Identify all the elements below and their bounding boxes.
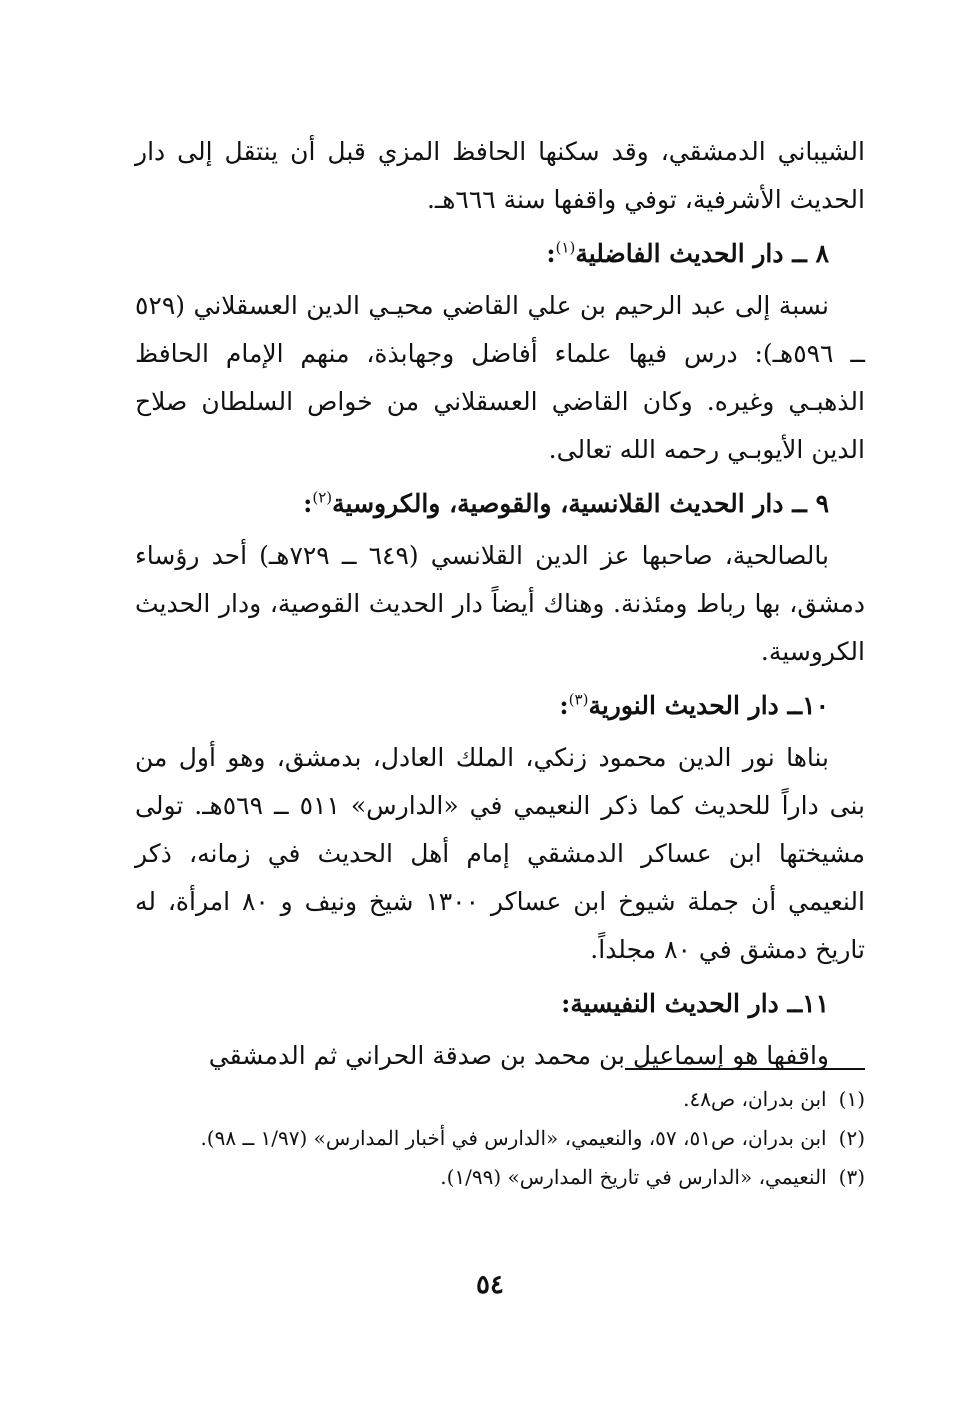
footnote-text: النعيمي، «الدارس في تاريخ المدارس» (١/٩٩).: [440, 1165, 827, 1189]
heading-colon: :: [559, 691, 569, 720]
footnote-number: (٣): [838, 1165, 865, 1189]
heading-section-8: [135, 230, 865, 278]
footnotes: [135, 1082, 865, 1199]
heading-section-11: ١١ــ دار الحديث النفيسية:: [561, 989, 829, 1018]
footnote-text: ابن بدران، ص٤٨.: [683, 1087, 827, 1111]
paragraph-section-8: نسبة إلى عبد الرحيم بن علي القاضي محيـي الدين العسقلاني (٥٢٩ ــ ٥٩٦هـ): درس فيها علماء أفاضل وجهابذة، منهم الإمام الحافظ الذهبـي وغيره. وكان القاضي العسقلاني من خواص السلطان صلاح الدين الأيوبـي رحمه الله تعالى.: [135, 291, 865, 464]
heading-section-9: [135, 480, 865, 528]
paragraph-section-10: بناها نور الدين محمود زنكي، الملك العادل، بدمشق، وهو أول من بنى داراً للحديث كما ذكر النعيمي في «الدارس» ٥١١ ــ ٥٦٩هـ. تولى مشيختها ابن عساكر الدمشقي إمام أهل الحديث في زمانه، ذكر النعيمي أن جملة شيوخ ابن عساكر ١٣٠٠ شيخ ونيف و ٨٠ امرأة، له تاريخ دمشق في ٨٠ مجلداً.: [135, 743, 865, 964]
footnote-1: [135, 1082, 865, 1117]
paragraph-section-11: واقفها هو إسماعيل بن محمد بن صدقة الحراني ثم الدمشقي: [208, 1041, 829, 1070]
heading-section-8-text: ٨ ــ دار الحديث الفاضلية: [575, 239, 829, 268]
footnote-ref-2: (٢): [312, 488, 333, 507]
footnote-2: [135, 1121, 865, 1156]
page-body: [135, 128, 865, 1086]
footnote-number: (١): [838, 1087, 865, 1111]
footnote-text: ابن بدران، ص٥١، ٥٧، والنعيمي، «الدارس في أخبار المدارس» (١/٩٧ ــ ٩٨).: [200, 1126, 827, 1150]
paragraph-intro: الشيباني الدمشقي، وقد سكنها الحافظ المزي قبل أن ينتقل إلى دار الحديث الأشرفية، توفي واقفها سنة ٦٦٦هـ.: [135, 137, 865, 214]
heading-section-10-text: ١٠ــ دار الحديث النورية: [588, 691, 829, 720]
footnote-number: (٢): [838, 1126, 865, 1150]
heading-colon: :: [303, 489, 313, 518]
footnote-divider: [625, 1068, 865, 1070]
heading-section-9-text: ٩ ــ دار الحديث القلانسية، والقوصية، والكروسية: [332, 489, 829, 518]
footnote-ref-3: (٣): [568, 690, 589, 709]
paragraph-section-9: بالصالحية، صاحبها عز الدين القلانسي (٦٤٩ ــ ٧٢٩هـ) أحد رؤساء دمشق، بها رباط ومئذنة. وهناك أيضاً دار الحديث القوصية، ودار الحديث الكروسية.: [135, 541, 865, 666]
heading-section-10: [135, 682, 865, 730]
footnote-3: [135, 1160, 865, 1195]
heading-colon: :: [546, 239, 556, 268]
footnote-ref-1: (١): [555, 238, 576, 257]
page-number: ٥٤: [476, 1270, 504, 1300]
